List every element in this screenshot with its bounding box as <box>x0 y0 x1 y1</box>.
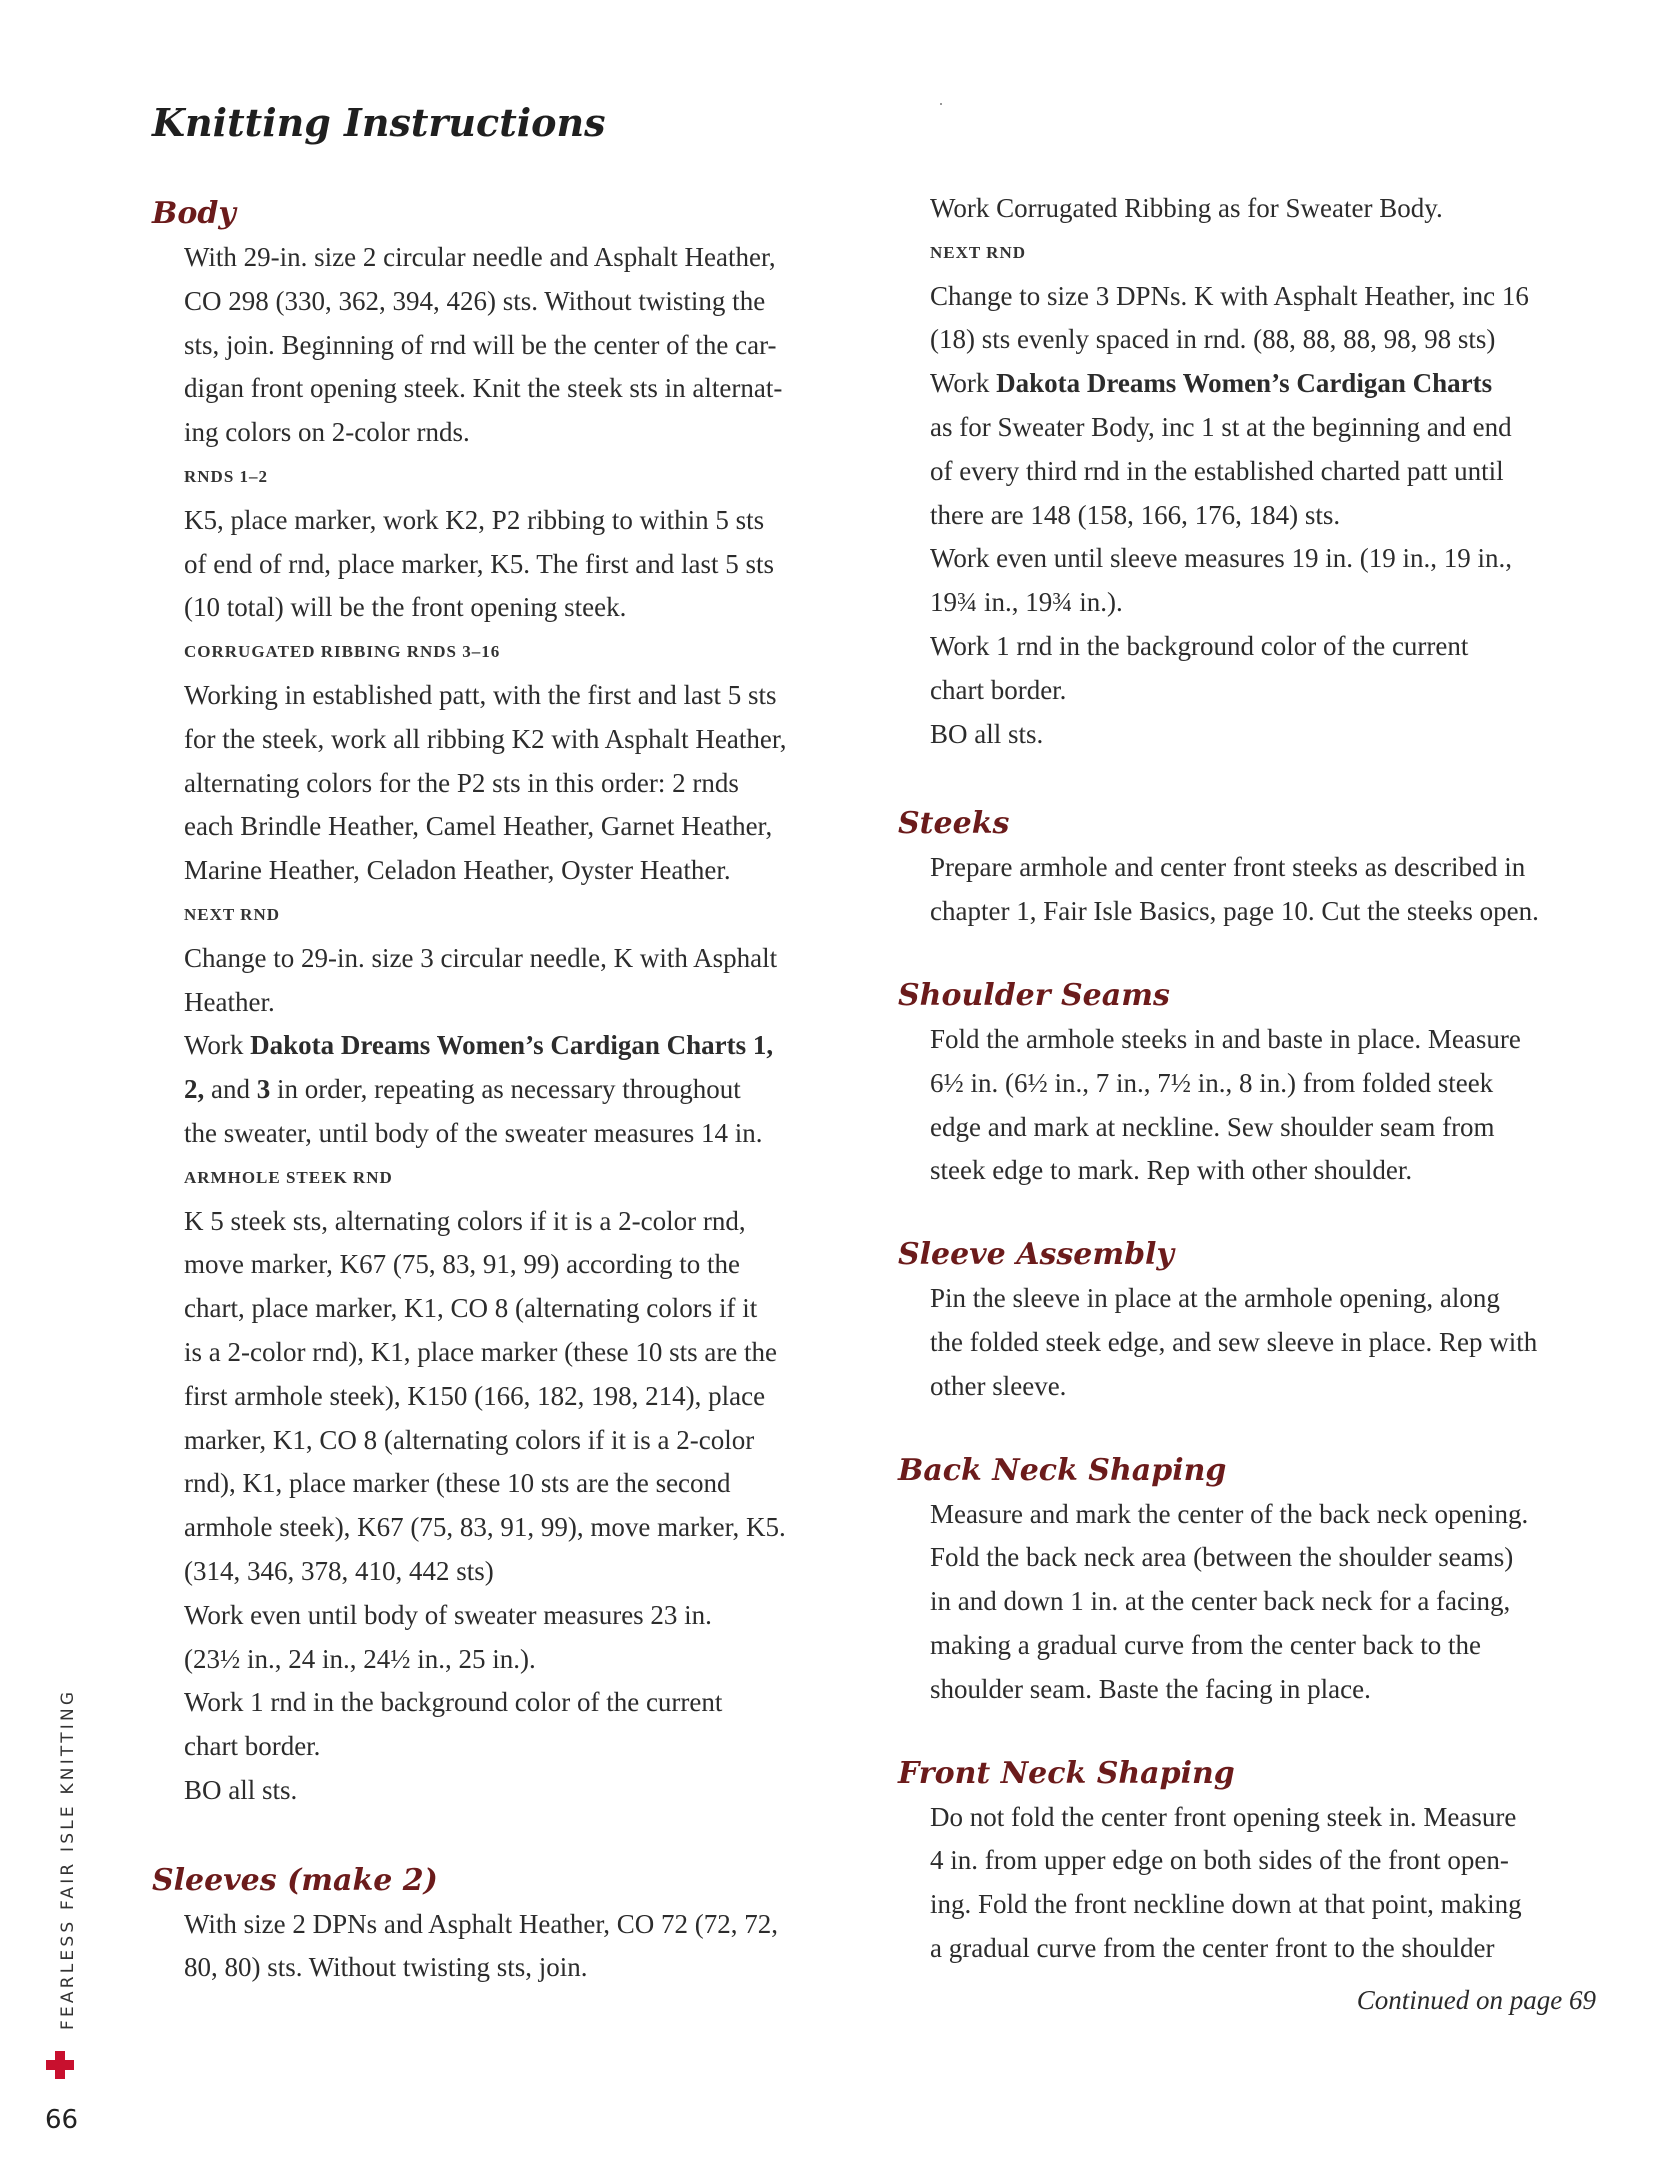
sleeves-paragraph-7: BO all sts. <box>930 718 1044 749</box>
section-front-neck-shaping <box>898 1752 1610 1971</box>
text-line: With size 2 DPNs and Asphalt Heather, CO 72 (72, 72, <box>184 1908 778 1939</box>
sleeves-paragraph-5 <box>930 537 1610 625</box>
text-line: chapter 1, Fair Isle Basics, page 10. Cut the steeks open. <box>930 896 1539 927</box>
text-line: 4 in. from upper edge on both sides of the front open- <box>930 1845 1509 1876</box>
text-line: other sleeve. <box>930 1370 1067 1401</box>
page-title: Knitting Instructions <box>152 100 606 145</box>
shoulder-paragraph <box>930 1018 1610 1193</box>
heading-sleeves: Sleeves (make 2) <box>152 1862 438 1898</box>
text-line: K5, place marker, work K2, P2 ribbing to within 5 sts <box>184 504 765 535</box>
text-line: Pin the sleeve in place at the armhole opening, along <box>930 1283 1500 1314</box>
sleeves-paragraph-4 <box>930 362 1610 537</box>
text-line: 6½ in. (6½ in., 7 in., 7½ in., 8 in.) from folded steek <box>930 1067 1494 1098</box>
text-line: (314, 346, 378, 410, 442 sts) <box>184 1555 494 1586</box>
section-spacer <box>898 934 1610 974</box>
chart-reference: 3 <box>256 1074 271 1105</box>
paper-speck <box>940 103 942 105</box>
continued-note: Continued on page 69 <box>1356 1985 1596 2015</box>
text-line: K 5 steek sts, alternating colors if it is a 2-color rnd, <box>184 1205 746 1236</box>
text-line: Work even until body of sweater measures 23 in. <box>184 1599 712 1630</box>
text-line: Working in established patt, with the first and last 5 sts <box>184 679 777 710</box>
section-spacer <box>898 1409 1610 1449</box>
subheading-next-rnd: NEXT RND <box>184 904 281 924</box>
text-line: there are 148 (158, 166, 176, 184) sts. <box>930 499 1341 530</box>
section-spacer <box>898 1712 1610 1752</box>
sleeves-paragraph-6 <box>930 625 1610 713</box>
text-line: shoulder seam. Baste the facing in place. <box>930 1673 1371 1704</box>
text-line: Work 1 rnd in the background color of the current <box>184 1687 723 1718</box>
section-back-neck-shaping <box>898 1449 1610 1712</box>
text-line: With 29-in. size 2 circular needle and Asphalt Heather, <box>184 242 776 272</box>
text-line: steek edge to mark. Rep with other shoulder. <box>930 1155 1413 1186</box>
sleeves-paragraph-1 <box>184 1903 862 1991</box>
subheading-armhole-steek: ARMHOLE STEEK RND <box>184 1167 393 1187</box>
chart-reference: Dakota Dreams Women’s Cardigan Charts <box>996 368 1493 399</box>
heading-front-neck-shaping: Front Neck Shaping <box>898 1755 1235 1791</box>
text-line: first armhole steek), K150 (166, 182, 198, 214), place <box>184 1380 766 1411</box>
text-run: Work <box>184 1030 251 1061</box>
sleeves-paragraph-3 <box>930 275 1610 363</box>
text-line: alternating colors for the P2 sts in this order: 2 rnds <box>184 767 739 798</box>
text-line: 19¾ in., 19¾ in.). <box>930 587 1123 618</box>
heading-sleeve-assembly: Sleeve Assembly <box>898 1237 1174 1273</box>
body-paragraph-3 <box>184 674 862 893</box>
text-line: Measure and mark the center of the back neck opening. <box>930 1498 1529 1529</box>
text-line: 80, 80) sts. Without twisting sts, join. <box>184 1952 588 1983</box>
body-paragraph-5 <box>184 1024 862 1155</box>
text-line: chart border. <box>184 1731 321 1762</box>
section-spacer <box>152 1813 862 1859</box>
text-line: each Brindle Heather, Camel Heather, Garnet Heather, <box>184 811 773 842</box>
back-neck-paragraph <box>930 1493 1610 1712</box>
heading-body: Body <box>152 196 236 231</box>
text-line: digan front opening steek. Knit the steek sts in alternat- <box>184 373 783 404</box>
text-line: Prepare armhole and center front steeks as described in <box>930 852 1526 883</box>
section-sleeve-assembly <box>898 1233 1610 1408</box>
sleeves-paragraph-2: Work Corrugated Ribbing as for Sweater Body. <box>930 193 1443 223</box>
section-sleeves <box>152 1859 862 1991</box>
text-line: armhole steek), K67 (75, 83, 91, 99), move marker, K5. <box>184 1512 786 1543</box>
text-run: Work <box>930 368 997 399</box>
book-title-sidebar: FEARLESS FAIR ISLE KNITTING <box>58 1688 78 2030</box>
text-line: Fold the armhole steeks in and baste in place. Measure <box>930 1023 1521 1054</box>
subheading-corrugated-ribbing: CORRUGATED RIBBING RNDS 3–16 <box>184 642 501 662</box>
subheading-rnds-1-2: RNDS 1–2 <box>184 466 269 486</box>
text-line: rnd), K1, place marker (these 10 sts are the second <box>184 1468 731 1499</box>
heading-steeks: Steeks <box>898 806 1010 842</box>
text-line: edge and mark at neckline. Sew shoulder seam from <box>930 1111 1495 1142</box>
cross-logo-icon <box>44 2049 76 2081</box>
text-line: move marker, K67 (75, 83, 91, 99) according to the <box>184 1249 741 1280</box>
section-spacer <box>898 1193 1610 1233</box>
text-line: chart, place marker, K1, CO 8 (alternating colors if it <box>184 1293 758 1324</box>
text-line: in and down 1 in. at the center back neck for a facing, <box>930 1586 1511 1617</box>
text-line <box>184 1068 862 1112</box>
page-number: 66 <box>45 2105 79 2135</box>
text-line: sts, join. Beginning of rnd will be the center of the car- <box>184 329 777 360</box>
body-paragraph-8 <box>184 1681 862 1769</box>
text-line: Change to size 3 DPNs. K with Asphalt Heather, inc 16 <box>930 280 1529 311</box>
text-line: for the steek, work all ribbing K2 with Asphalt Heather, <box>184 723 787 754</box>
text-line: ing colors on 2-color rnds. <box>184 417 470 448</box>
section-body <box>152 192 862 1813</box>
subheading-next-rnd-sleeves: NEXT RND <box>930 242 1027 262</box>
text-line: Do not fold the center front opening steek in. Measure <box>930 1801 1517 1832</box>
body-paragraph-6 <box>184 1200 862 1594</box>
front-neck-paragraph <box>930 1796 1610 1971</box>
heading-shoulder-seams: Shoulder Seams <box>898 977 1170 1013</box>
text-line: Fold the back neck area (between the shoulder seams) <box>930 1542 1514 1573</box>
text-line <box>930 362 1610 406</box>
body-paragraph-9: BO all sts. <box>184 1774 298 1805</box>
body-paragraph-4 <box>184 937 862 1025</box>
body-paragraph-2 <box>184 499 862 630</box>
sleeve-assembly-paragraph <box>930 1277 1610 1408</box>
chart-reference: Dakota Dreams Women’s Cardigan Charts 1, <box>250 1030 774 1061</box>
text-line: Marine Heather, Celadon Heather, Oyster Heather. <box>184 855 731 886</box>
text-line: of every third rnd in the established charted patt until <box>930 455 1504 486</box>
text-line: the sweater, until body of the sweater measures 14 in. <box>184 1117 763 1148</box>
heading-back-neck-shaping: Back Neck Shaping <box>898 1452 1227 1488</box>
text-line: CO 298 (330, 362, 394, 426) sts. Without twisting the <box>184 285 766 316</box>
text-line: (10 total) will be the front opening steek. <box>184 592 627 623</box>
left-column <box>152 192 862 1990</box>
text-line: Heather. <box>184 986 275 1017</box>
text-run: in order, repeating as necessary throughout <box>270 1074 741 1105</box>
body-paragraph-1 <box>184 236 862 455</box>
chart-reference: 2, <box>184 1074 205 1105</box>
text-line: (18) sts evenly spaced in rnd. (88, 88, 88, 98, 98 sts) <box>930 324 1496 355</box>
text-line <box>184 1024 862 1068</box>
text-line: Work 1 rnd in the background color of the current <box>930 630 1469 661</box>
text-line: is a 2-color rnd), K1, place marker (these 10 sts are the <box>184 1336 778 1367</box>
text-line: ing. Fold the front neckline down at that point, making <box>930 1889 1522 1920</box>
text-line: chart border. <box>930 674 1067 705</box>
text-run: and <box>204 1074 257 1105</box>
text-line: (23½ in., 24 in., 24½ in., 25 in.). <box>184 1643 536 1674</box>
right-column <box>898 187 1610 1971</box>
section-spacer <box>898 756 1610 802</box>
text-line: making a gradual curve from the center back to the <box>930 1629 1482 1660</box>
text-line: the folded steek edge, and sew sleeve in place. Rep with <box>930 1326 1538 1357</box>
section-steeks <box>898 802 1610 934</box>
section-shoulder-seams <box>898 974 1610 1193</box>
text-line: Change to 29-in. size 3 circular needle, K with Asphalt <box>184 942 778 973</box>
text-line: a gradual curve from the center front to the shoulder <box>930 1932 1495 1963</box>
text-line: marker, K1, CO 8 (alternating colors if it is a 2-color <box>184 1424 755 1455</box>
text-line: of end of rnd, place marker, K5. The first and last 5 sts <box>184 548 775 579</box>
text-line: as for Sweater Body, inc 1 st at the beginning and end <box>930 411 1512 442</box>
text-line: Work even until sleeve measures 19 in. (19 in., 19 in., <box>930 543 1512 574</box>
body-paragraph-7 <box>184 1594 862 1682</box>
steeks-paragraph <box>930 846 1610 934</box>
